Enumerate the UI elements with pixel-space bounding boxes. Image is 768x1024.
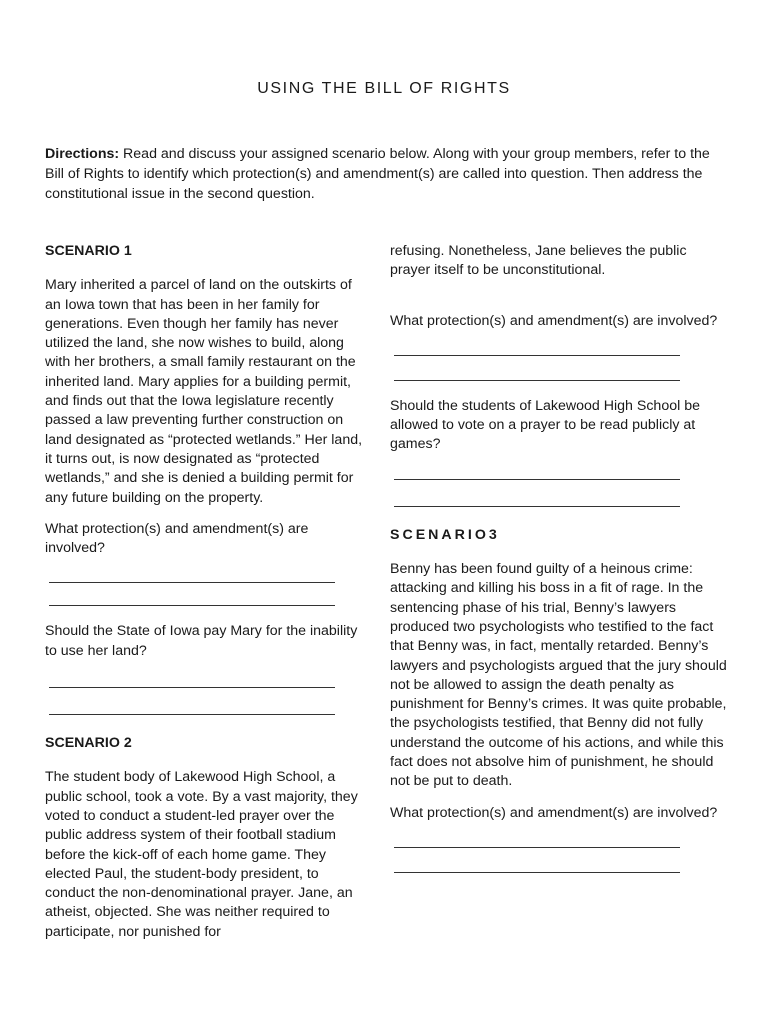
directions-text: Read and discuss your assigned scenario below. Along with your group members, refer to the Bill of Rights to identify which protection(s) and amendment(s) are called into question. Then address the constitutional issue in the second question. [45, 146, 710, 202]
scenario1-body: Mary inherited a parcel of land on the outskirts of an Iowa town that has been in her family for generations. Even though her family has never utilized the land, she now wishes to build, along with her brothers, a small family restaurant on the inherited land. Mary applies for a building permit, and finds out that the Iowa legislature recently passed a law preventing further construction on land designated as “protected wetlands.” Her land, it turns out, is now designated as “protected wetlands,” and she is denied a building permit for any future building on the property. [45, 277, 363, 506]
scenario2-body-part1: The student body of Lakewood High School, a public school, took a vote. By a vast majority, they voted to conduct a student-led prayer over the public address system of their football stadium before the kick-off of each home game. They elected Paul, the student-body president, to conduct the non-denominational prayer. Jane, an atheist, objected. She was neither required to participate, nor punished for [45, 769, 358, 940]
scenario2-question1: What protection(s) and amendment(s) are involved? [390, 312, 718, 329]
directions-label: Directions: [45, 146, 120, 162]
scenario3-heading: SCENARIO3 [390, 526, 500, 543]
answer-line[interactable] [394, 872, 680, 873]
scenario1-question1: What protection(s) and amendment(s) are involved? [45, 520, 309, 557]
directions [45, 144, 725, 204]
scenario1-heading: SCENARIO 1 [45, 243, 132, 259]
scenario3-question1: What protection(s) and amendment(s) are involved? [390, 804, 718, 821]
scenario1-question2: Should the State of Iowa pay Mary for the inability to use her land? [45, 623, 358, 659]
scenario2-question2: Should the students of Lakewood High School be allowed to vote on a prayer to be read publicly at games? [390, 397, 700, 453]
scenario2-heading: SCENARIO 2 [45, 735, 132, 752]
scenario2-body-part2: refusing. Nonetheless, Jane believes the public prayer itself to be unconstitutional. [390, 243, 687, 279]
right-column [390, 242, 730, 873]
scenario3-body: Benny has been found guilty of a heinous crime: attacking and killing his boss in a fit of rage. In the sentencing phase of his trial, Benny’s lawyers produced two psychologists who testified to the fact that Benny was, in fact, mentally retarded. Benny’s lawyers and psychologists argued that the jury should not be allowed to assign the death penalty as punishment for Benny’s crimes. It was quite probable, the psychologists testified, that Benny did not fully understand the outcome of his actions, and while this fact does not absolve him of punishment, he should not be put to death. [390, 561, 727, 790]
page-title: USING THE BILL OF RIGHTS [257, 80, 511, 97]
left-column [45, 242, 370, 954]
